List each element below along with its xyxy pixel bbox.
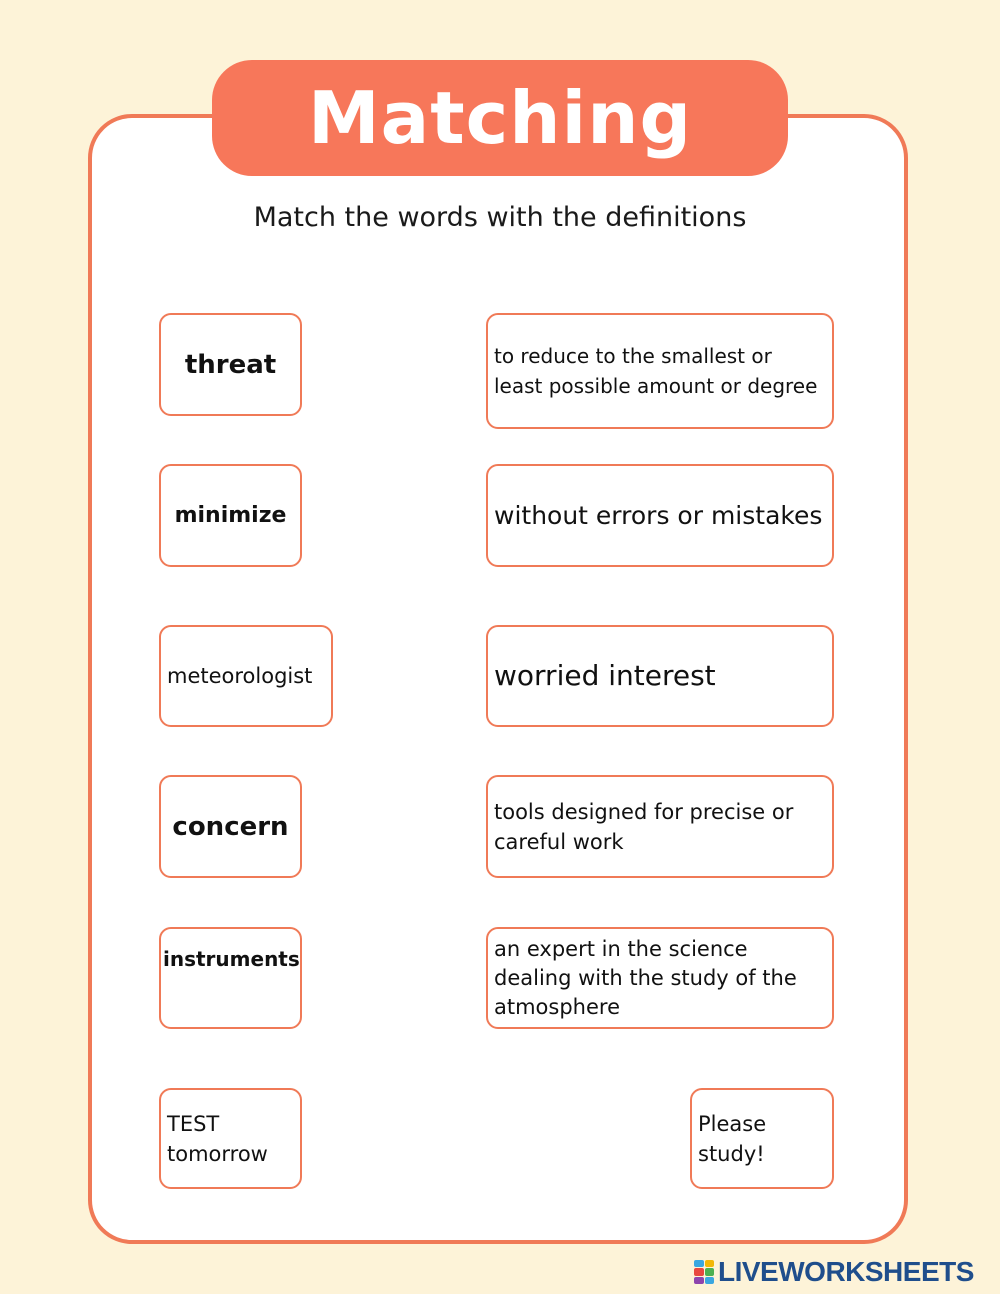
definition-label: without errors or mistakes (494, 500, 823, 530)
word-box-concern[interactable] (159, 775, 302, 878)
definition-box-1[interactable] (486, 313, 834, 429)
definition-box-5[interactable] (486, 927, 834, 1029)
liveworksheets-icon (694, 1260, 714, 1284)
definition-label: an expert in the science dealing with the study of the atmosphere (494, 936, 797, 1019)
word-label: minimize (174, 503, 287, 528)
word-box-threat[interactable] (159, 313, 302, 416)
instruction-text: Match the words with the definitions (253, 202, 747, 233)
word-box-minimize[interactable] (159, 464, 302, 567)
note-box-test-tomorrow (159, 1088, 302, 1189)
liveworksheets-logo (694, 1256, 974, 1288)
definition-box-2[interactable] (486, 464, 834, 567)
word-label: concern (172, 811, 289, 842)
note-label: Please study! (698, 1111, 767, 1166)
note-box-please-study (690, 1088, 834, 1189)
definition-box-3[interactable] (486, 625, 834, 727)
title-banner (212, 60, 788, 176)
word-label: threat (184, 349, 277, 380)
word-label: instruments (163, 947, 300, 971)
word-box-meteorologist[interactable] (159, 625, 333, 727)
page-title: Matching (307, 76, 693, 160)
definition-label: tools designed for precise or careful work (494, 799, 794, 854)
note-label: TEST tomorrow (167, 1111, 268, 1166)
definition-label: worried interest (494, 659, 716, 692)
word-label: meteorologist (167, 664, 313, 688)
word-box-instruments[interactable] (159, 927, 302, 1029)
definition-box-4[interactable] (486, 775, 834, 878)
brand-name: LIVEWORKSHEETS (718, 1256, 974, 1287)
definition-label: to reduce to the smallest or least possible amount or degree (494, 344, 818, 398)
